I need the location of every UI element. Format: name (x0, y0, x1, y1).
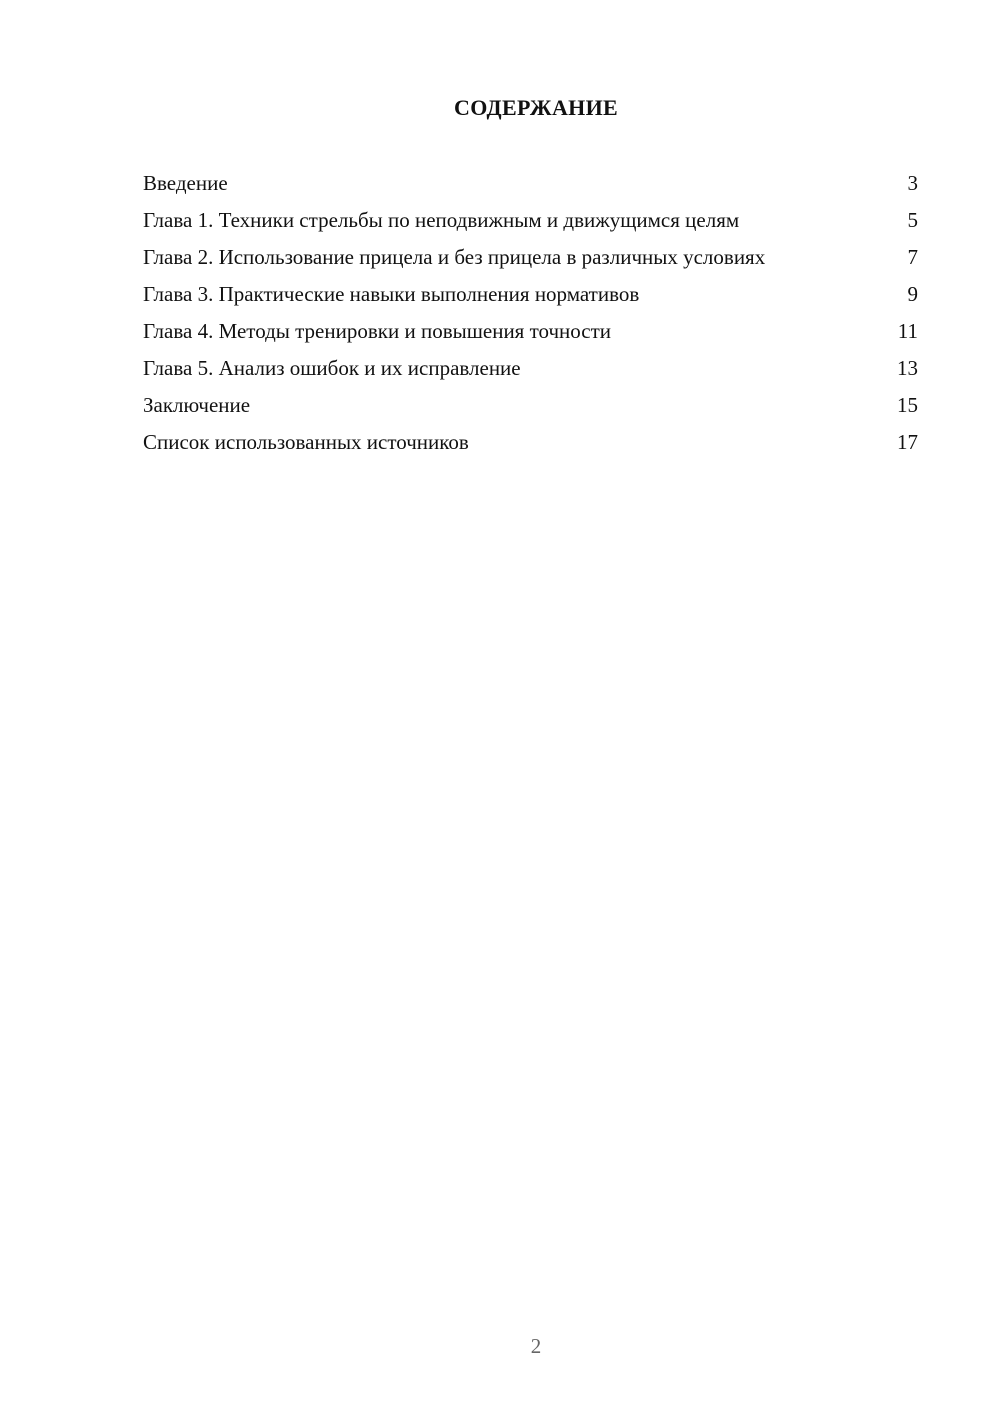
toc-entry-chapter-5[interactable] (143, 355, 918, 381)
toc-entry-title: Глава 3. Практические навыки выполнения нормативов (143, 282, 640, 306)
toc-entry-chapter-2[interactable] (143, 244, 918, 270)
table-of-contents (143, 170, 918, 466)
toc-entry-conclusion[interactable] (143, 392, 918, 418)
toc-entry-introduction[interactable] (143, 170, 918, 196)
toc-entry-title: Глава 2. Использование прицела и без прицела в различных условиях (143, 245, 766, 269)
toc-entry-chapter-3[interactable] (143, 281, 918, 307)
toc-entry-page: 17 (897, 430, 918, 454)
toc-entry-chapter-4[interactable] (143, 318, 918, 344)
toc-entry-title: Список использованных источников (143, 430, 469, 454)
page-title: СОДЕРЖАНИЕ (454, 95, 618, 120)
toc-entry-title: Введение (143, 171, 228, 195)
toc-entry-title: Заключение (143, 393, 251, 417)
page-number: 2 (530, 1334, 542, 1358)
toc-entry-page: 7 (907, 245, 918, 269)
toc-entry-title: Глава 5. Анализ ошибок и их исправление (143, 356, 521, 380)
toc-entry-references[interactable] (143, 429, 918, 455)
toc-entry-title: Глава 1. Техники стрельбы по неподвижным и движущимся целям (143, 208, 740, 232)
toc-entry-page: 13 (897, 356, 918, 380)
toc-entry-title: Глава 4. Методы тренировки и повышения точности (143, 319, 612, 343)
toc-entry-page: 9 (907, 282, 918, 306)
toc-entry-page: 15 (897, 393, 918, 417)
toc-entry-chapter-1[interactable] (143, 207, 918, 233)
toc-entry-page: 5 (907, 208, 918, 232)
toc-entry-page: 3 (907, 171, 918, 195)
toc-entry-page: 11 (897, 319, 918, 343)
